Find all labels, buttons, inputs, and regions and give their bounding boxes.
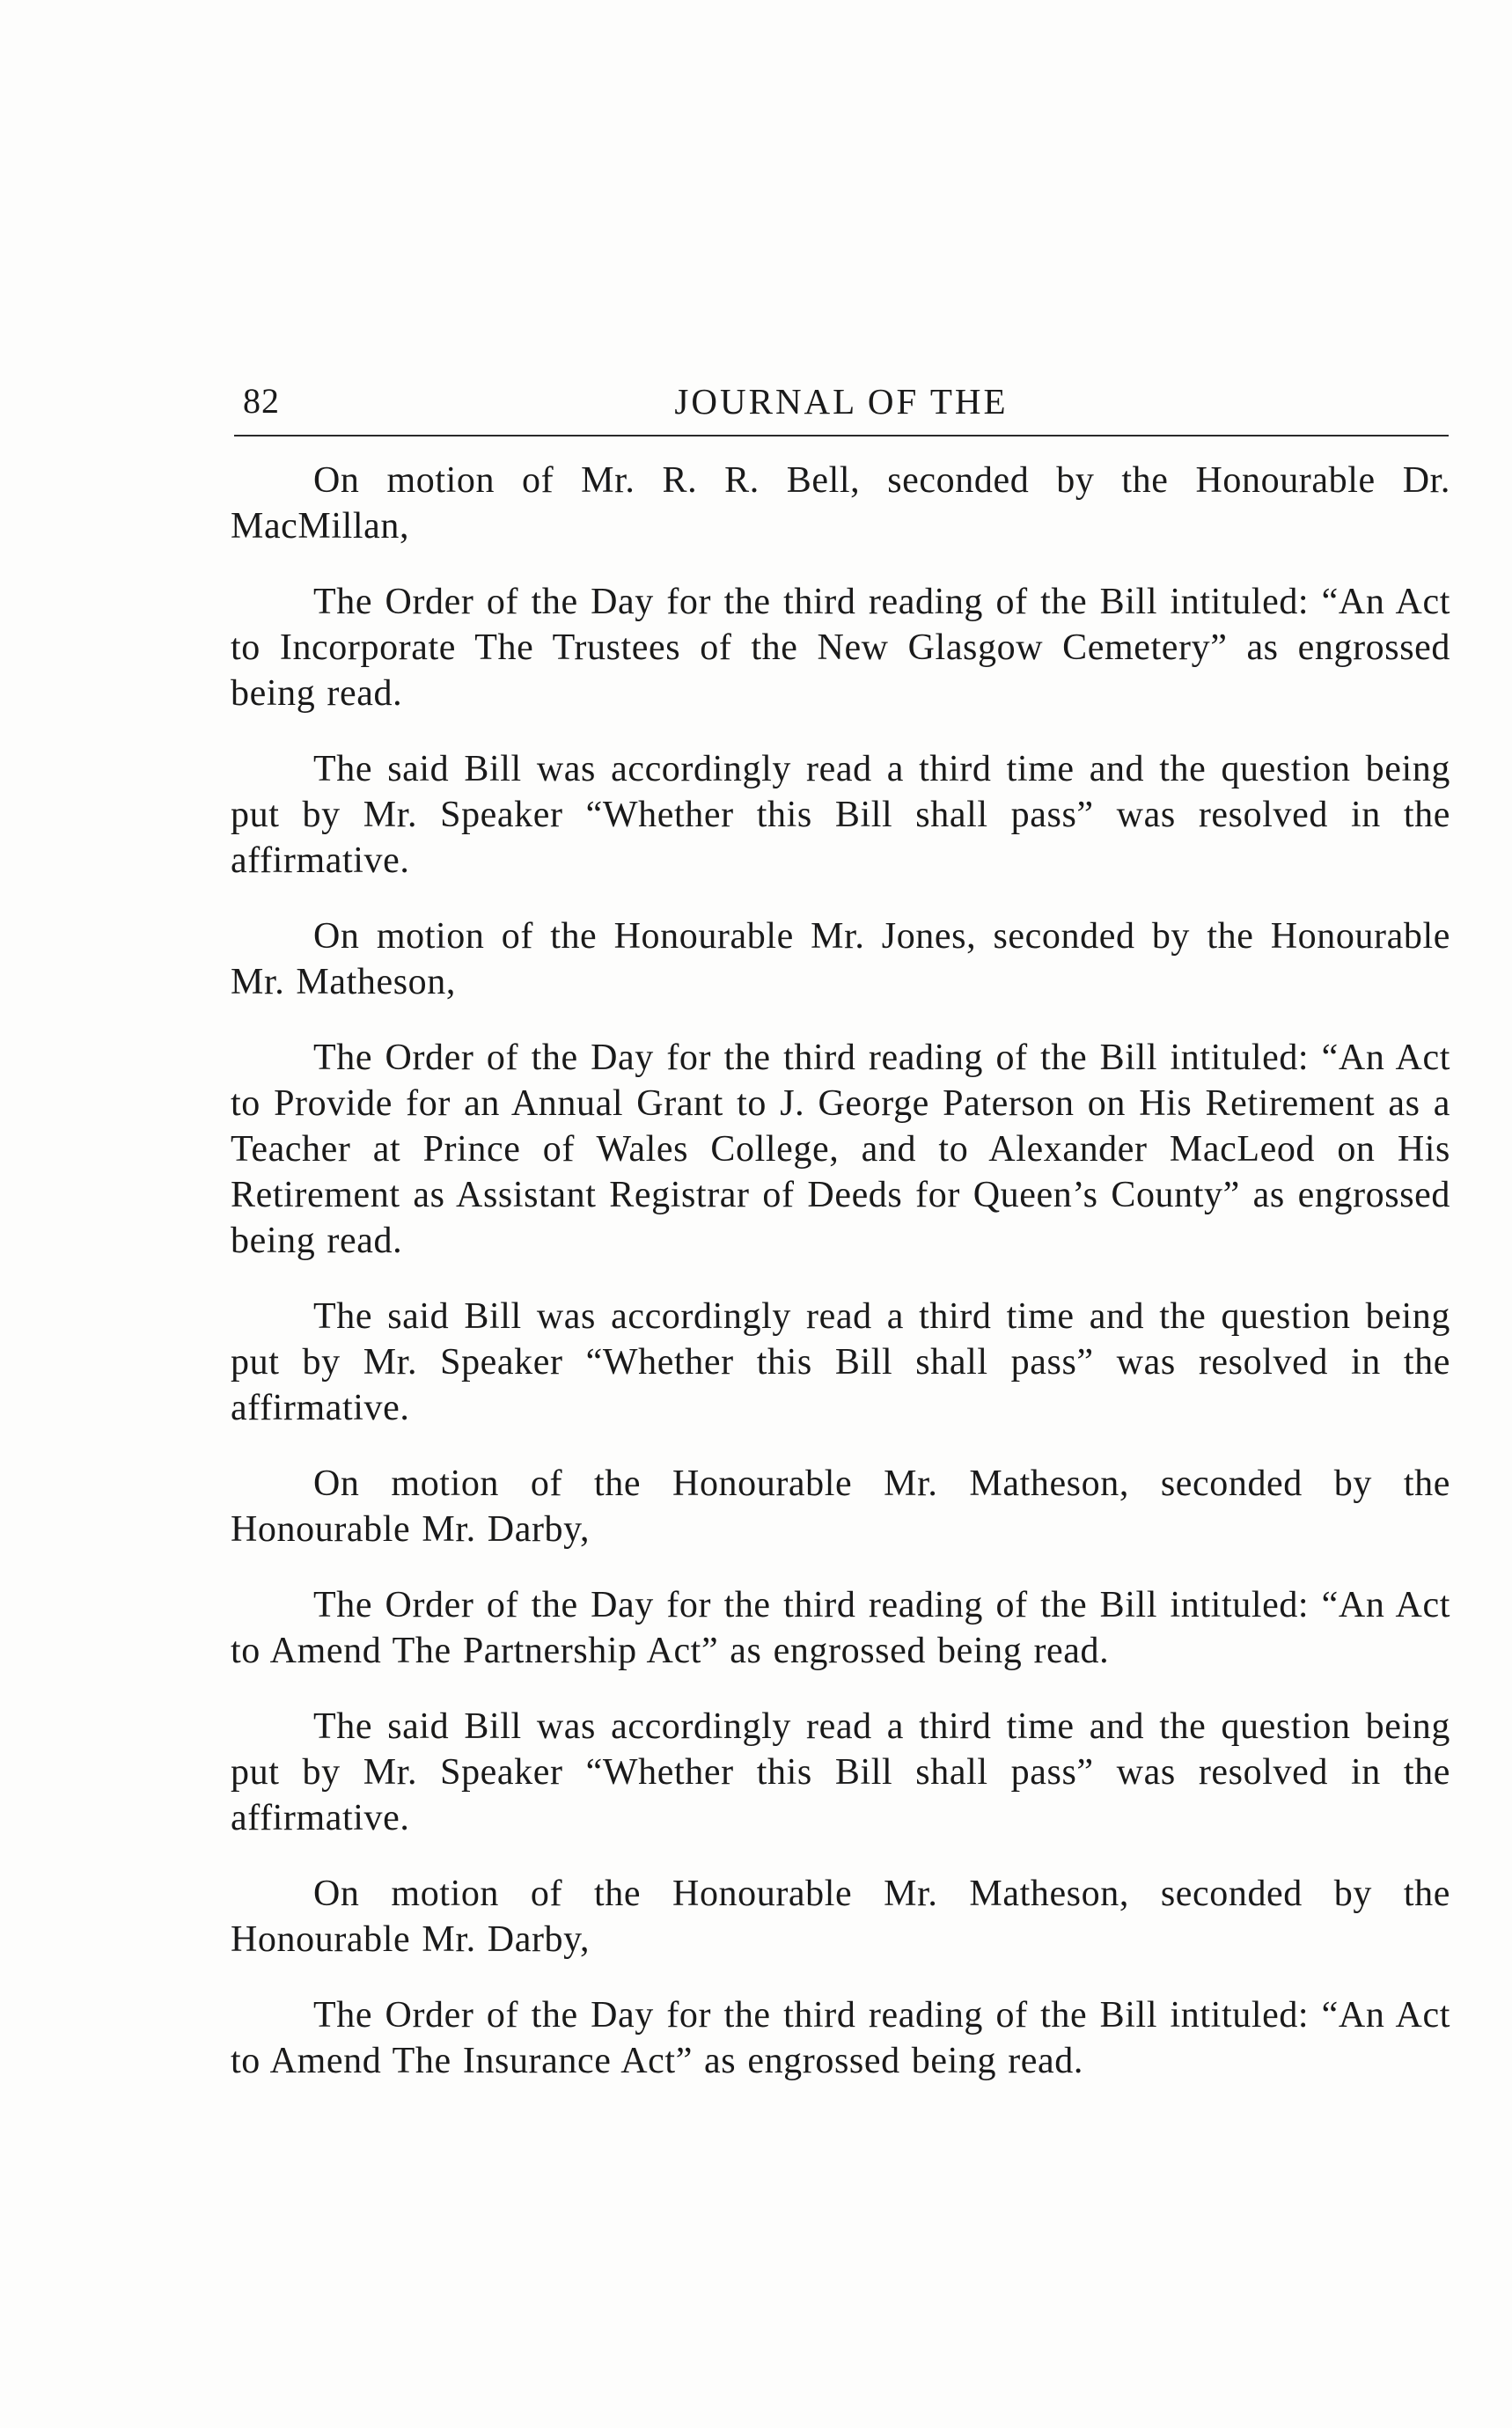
running-head: JOURNAL OF THE: [674, 381, 1009, 422]
page-number: 82: [243, 381, 280, 421]
paragraph-annual-grant-bill-passed: The said Bill was accordingly read a third time and the question being put by Mr. Speaker “Whether this Bill shall pass” was resolved in the affirmative.: [231, 1296, 1450, 1428]
paragraph-motion-matheson-2: On motion of the Honourable Mr. Matheson, seconded by the Honourable Mr. Darby,: [231, 1874, 1450, 1960]
page-header: [234, 371, 1449, 436]
paragraph-order-insurance-bill: The Order of the Day for the third reading of the Bill intituled: “An Act to Amend The Insurance Act” as engrossed being read.: [231, 1995, 1450, 2081]
paragraph-order-cemetery-bill: The Order of the Day for the third reading of the Bill intituled: “An Act to Incorporate The Trustees of the New Glasgow Cemetery” as engrossed being read.: [231, 582, 1450, 714]
paragraph-motion-matheson-1: On motion of the Honourable Mr. Matheson, seconded by the Honourable Mr. Darby,: [231, 1463, 1450, 1550]
paragraph-partnership-bill-passed: The said Bill was accordingly read a third time and the question being put by Mr. Speaker “Whether this Bill shall pass” was resolved in the affirmative.: [231, 1706, 1450, 1838]
paragraph-order-annual-grant-bill: The Order of the Day for the third reading of the Bill intituled: “An Act to Provide for an Annual Grant to J. George Paterson on His Retirement as a Teacher at Prince of Wales College, and to Alexander MacLeod on His Retirement as Assistant Registrar of Deeds for Queen’s County” as engrossed being read.: [231, 1038, 1450, 1261]
paragraph-motion-jones: On motion of the Honourable Mr. Jones, seconded by the Honourable Mr. Matheson,: [231, 916, 1450, 1002]
paragraph-cemetery-bill-passed: The said Bill was accordingly read a third time and the question being put by Mr. Speaker “Whether this Bill shall pass” was resolved in the affirmative.: [231, 749, 1450, 881]
page-body: [231, 458, 1450, 2114]
paragraph-order-partnership-bill: The Order of the Day for the third reading of the Bill intituled: “An Act to Amend The Partnership Act” as engrossed being read.: [231, 1585, 1450, 1671]
paragraph-motion-bell: On motion of Mr. R. R. Bell, seconded by the Honourable Dr. MacMillan,: [231, 460, 1450, 546]
